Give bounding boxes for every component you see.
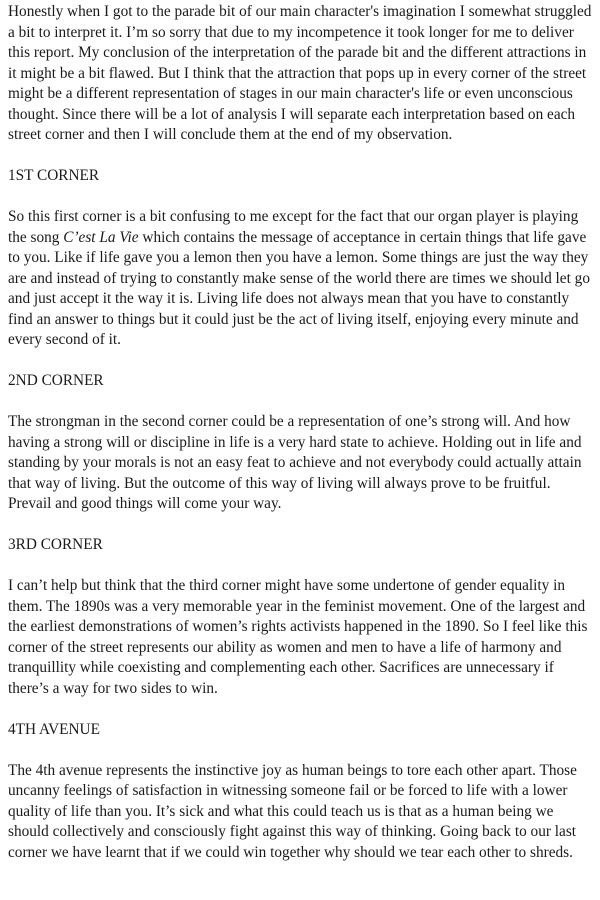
body-text-after-song: which contains the message of acceptance in certain things that life gave to you. Like if life gave you a lemon then you have a lemon. Some things are just the way they are and instead of trying to constantly make sense of the world there are times we should let go and just accept it the way it is. Living life does not always mean that you have to constantly find an answer to things but it could just be the act of living itself, enjoying every minute and every second of it. bbox=[8, 228, 590, 348]
song-title: C’est La Vie bbox=[63, 228, 139, 246]
intro-paragraph: Honestly when I got to the parade bit of our main character's imagination I somewhat struggled a bit to interpret it. I’m so sorry that due to my incompetence it took longer for me to deliver this report. My conclusion of the interpretation of the parade bit and the different attractions in it might be a bit flawed. But I think that the attraction that pops up in every corner of the street might be a different representation of stages in our main character's life or even unconscious thought. Since there will be a lot of analysis I will separate each interpretation based on each street corner and then I will conclude them at the end of my observation. bbox=[8, 3, 592, 143]
section-heading-2nd-corner: 2ND CORNER bbox=[8, 372, 104, 389]
body-text-before-song: So this first corner is a bit confusing to me except for the fact that our organ player is playing the song bbox=[8, 208, 579, 246]
section-body-3rd-corner: I can’t help but think that the third corner might have some undertone of gender equality in them. The 1890s was a very memorable year in the feminist movement. One of the largest and the earliest demonstrations of women’s rights activists happened in the 1890. So I feel like this corner of the street represents our ability as women and men to have a life of harmony and tranquillity while coexisting and complementing each other. Sacrifices are unnecessary if there’s a way for two sides to win. bbox=[8, 577, 588, 697]
section-heading-1st-corner: 1ST CORNER bbox=[8, 167, 100, 184]
section-body-2nd-corner: The strongman in the second corner could be a representation of one’s strong will. And how having a strong will or discipline in life is a very hard state to achieve. Holding out in life and standing by your morals is not an easy feat to achieve and not everybody could actually attain that way of living. But the outcome of this way of living will always prove to be fruitful. Prevail and good things will come your way. bbox=[8, 413, 582, 512]
section-body-4th-avenue: The 4th avenue represents the instinctive joy as human beings to tore each other apart. Those uncanny feelings of satisfaction in witnessing someone fail or be forced to life with a lower quality of life than you. It’s sick and what this could teach us is that as a human being we should collectively and consciously fight against this way of thinking. Going back to our last corner we have learnt that if we could win together why should we tear each other to shreds. bbox=[8, 761, 577, 861]
section-heading-4th-avenue: 4TH AVENUE bbox=[8, 720, 100, 738]
section-body-1st-corner bbox=[8, 207, 592, 351]
section-heading-3rd-corner: 3RD CORNER bbox=[8, 536, 103, 553]
